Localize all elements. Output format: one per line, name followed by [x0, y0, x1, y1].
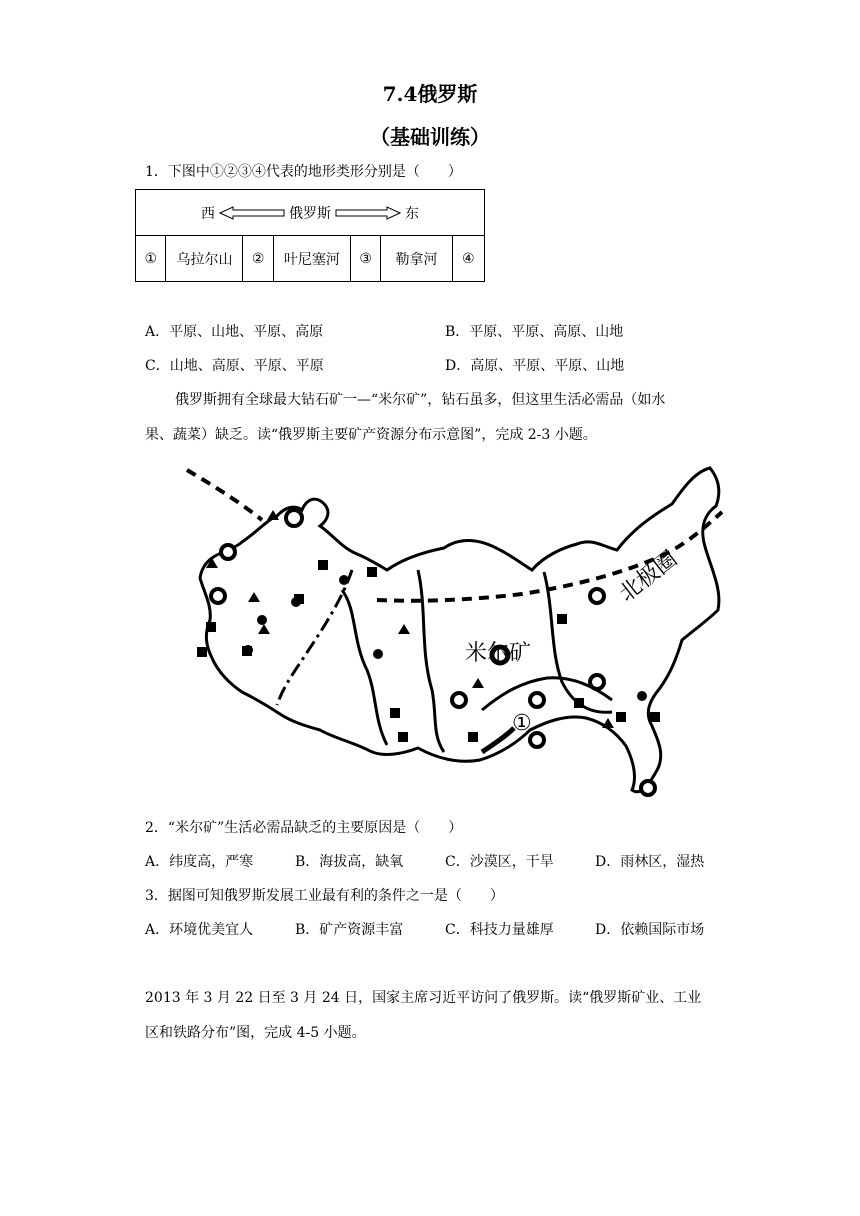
right-arrow-icon — [335, 206, 401, 220]
q3-option-a: A．环境优美宜人 — [145, 922, 254, 938]
terrain-cell: 乌拉尔山 — [166, 236, 243, 282]
east-label: 东 — [405, 205, 419, 222]
terrain-cell: 叶尼塞河 — [273, 236, 350, 282]
q1-option-b: B．平原、平原、高原、山地 — [445, 324, 624, 340]
russia-mineral-map — [182, 460, 727, 805]
terrain-cell: ② — [243, 236, 273, 282]
q2-option-c: C．沙漠区，干旱 — [445, 854, 554, 870]
passage-1-line-1: 俄罗斯拥有全球最大钻石矿一—“米尔矿”，钻石虽多，但这里生活必需品（如水 — [175, 392, 666, 408]
terrain-cell: ④ — [452, 236, 484, 282]
country-label: 俄罗斯 — [289, 205, 331, 222]
marker-1-label: ① — [512, 711, 532, 736]
passage-2-line-1: 2013 年 3 月 22 日至 3 月 24 日，国家主席习近平访问了俄罗斯。读“俄罗斯矿业、工业 — [145, 990, 702, 1006]
west-label: 西 — [201, 205, 215, 222]
q2-option-a: A．纬度高，严寒 — [145, 854, 254, 870]
mir-mine-label: 米尔矿 — [465, 641, 532, 666]
question-2-stem: 2．“米尔矿”生活必需品缺乏的主要原因是（ ） — [145, 820, 463, 836]
q1-option-c: C．山地、高原、平原、平原 — [145, 358, 324, 374]
arctic-circle-label: 北极圈 — [614, 546, 683, 607]
page-title: 7.4俄罗斯 — [382, 82, 478, 106]
q3-option-d: D．依赖国际市场 — [595, 922, 705, 938]
q2-option-d: D．雨林区，湿热 — [595, 854, 705, 870]
q3-option-b: B．矿产资源丰富 — [295, 922, 404, 938]
terrain-cell: 勒拿河 — [381, 236, 452, 282]
left-arrow-icon — [219, 206, 285, 220]
russia-outline — [200, 468, 719, 792]
q1-option-a: A．平原、山地、平原、高原 — [145, 324, 324, 340]
boundary-line — [187, 470, 262, 520]
direction-row — [136, 190, 485, 236]
question-1-stem: 1．下图中①②③④代表的地形类形分别是（ ） — [145, 164, 462, 180]
q1-option-d: D．高原、平原、平原、山地 — [445, 358, 625, 374]
terrain-table — [135, 189, 485, 282]
q3-option-c: C．科技力量雄厚 — [445, 922, 554, 938]
question-3-stem: 3．据图可知俄罗斯发展工业最有利的条件之一是（ ） — [145, 888, 504, 904]
passage-1-line-2: 果、蔬菜）缺乏。读“俄罗斯主要矿产资源分布示意图”，完成 2-3 小题。 — [145, 427, 597, 443]
page-subtitle: （基础训练） — [370, 125, 490, 149]
passage-2-line-2: 区和铁路分布”图，完成 4-5 小题。 — [145, 1025, 366, 1041]
q2-option-b: B．海拔高，缺氧 — [295, 854, 404, 870]
terrain-cell: ① — [136, 236, 166, 282]
terrain-row — [136, 236, 485, 282]
terrain-cell: ③ — [350, 236, 380, 282]
